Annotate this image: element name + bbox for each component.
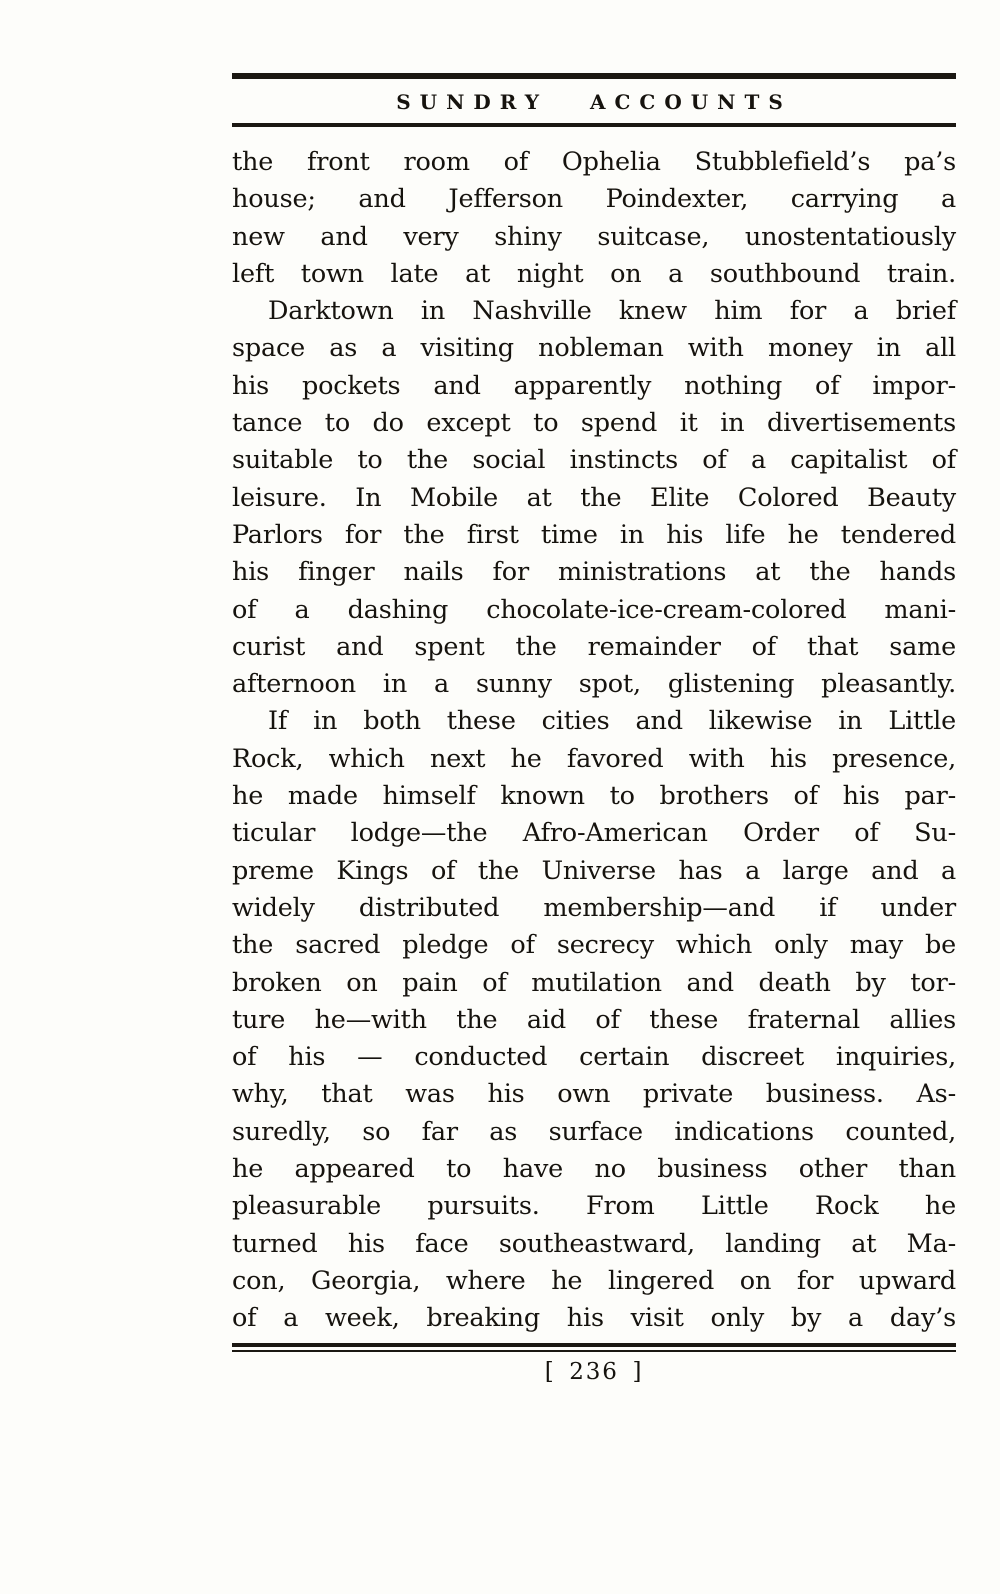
text-line: turned his face southeastward, landing at Ma- xyxy=(232,1228,956,1259)
text-line: Rock, which next he favored with his presence, xyxy=(232,743,956,774)
footer-rule xyxy=(232,1343,956,1352)
text-line: his finger nails for ministrations at the hands xyxy=(232,557,956,588)
text-line: ticular lodge—the Afro-American Order of Su- xyxy=(232,818,956,849)
paragraph xyxy=(232,144,956,293)
text-line: space as a visiting nobleman with money in all xyxy=(232,333,956,364)
footer-rule-thick xyxy=(232,1343,956,1347)
page-number: [ 236 ] xyxy=(544,1358,644,1385)
header-rule-bottom xyxy=(232,123,956,127)
text-line: curist and spent the remainder of that same xyxy=(232,631,956,662)
text-line: tance to do except to spend it in divertisements xyxy=(232,408,956,439)
text-line: house; and Jefferson Poindexter, carrying a xyxy=(232,184,956,215)
text-line: left town late at night on a southbound train. xyxy=(232,258,956,289)
text-line: suredly, so far as surface indications counted, xyxy=(232,1116,956,1147)
text-line: of a week, breaking his visit only by a day’s xyxy=(232,1303,956,1334)
text-line: Parlors for the first time in his life he tendered xyxy=(232,519,956,550)
text-line: the sacred pledge of secrecy which only may be xyxy=(232,930,956,961)
text-line: he appeared to have no business other than xyxy=(232,1154,956,1185)
running-header-title: SUNDRY ACCOUNTS xyxy=(396,90,792,114)
text-line: he made himself known to brothers of his par- xyxy=(232,781,956,812)
text-line: suitable to the social instincts of a capitalist of xyxy=(232,445,956,476)
text-line: of his — conducted certain discreet inquiries, xyxy=(232,1042,956,1073)
text-line: preme Kings of the Universe has a large and a xyxy=(232,855,956,886)
text-line: widely distributed membership—and if under xyxy=(232,892,956,923)
text-line: leisure. In Mobile at the Elite Colored Beauty xyxy=(232,482,956,513)
text-line: of a dashing chocolate-ice-cream-colored mani- xyxy=(232,594,956,625)
text-line: why, that was his own private business. As- xyxy=(232,1079,956,1110)
page-column xyxy=(232,73,956,1385)
text-line: Darktown in Nashville knew him for a brief xyxy=(268,296,956,327)
text-line: ture he—with the aid of these fraternal allies xyxy=(232,1004,956,1035)
text-line: afternoon in a sunny spot, glistening pleasantly. xyxy=(232,669,956,700)
text-line: the front room of Ophelia Stubblefield’s pa’s xyxy=(232,147,956,177)
text-line: con, Georgia, where he lingered on for upward xyxy=(232,1265,956,1296)
text-line: pleasurable pursuits. From Little Rock he xyxy=(232,1191,956,1222)
text-line: new and very shiny suitcase, unostentatiously xyxy=(232,221,956,252)
text-line: broken on pain of mutilation and death by tor- xyxy=(232,967,956,998)
page-body xyxy=(232,144,956,1338)
paragraph xyxy=(232,703,956,1337)
text-line: If in both these cities and likewise in Little xyxy=(268,706,956,737)
text-line: his pockets and apparently nothing of impor- xyxy=(232,370,956,401)
paragraph xyxy=(232,293,956,703)
